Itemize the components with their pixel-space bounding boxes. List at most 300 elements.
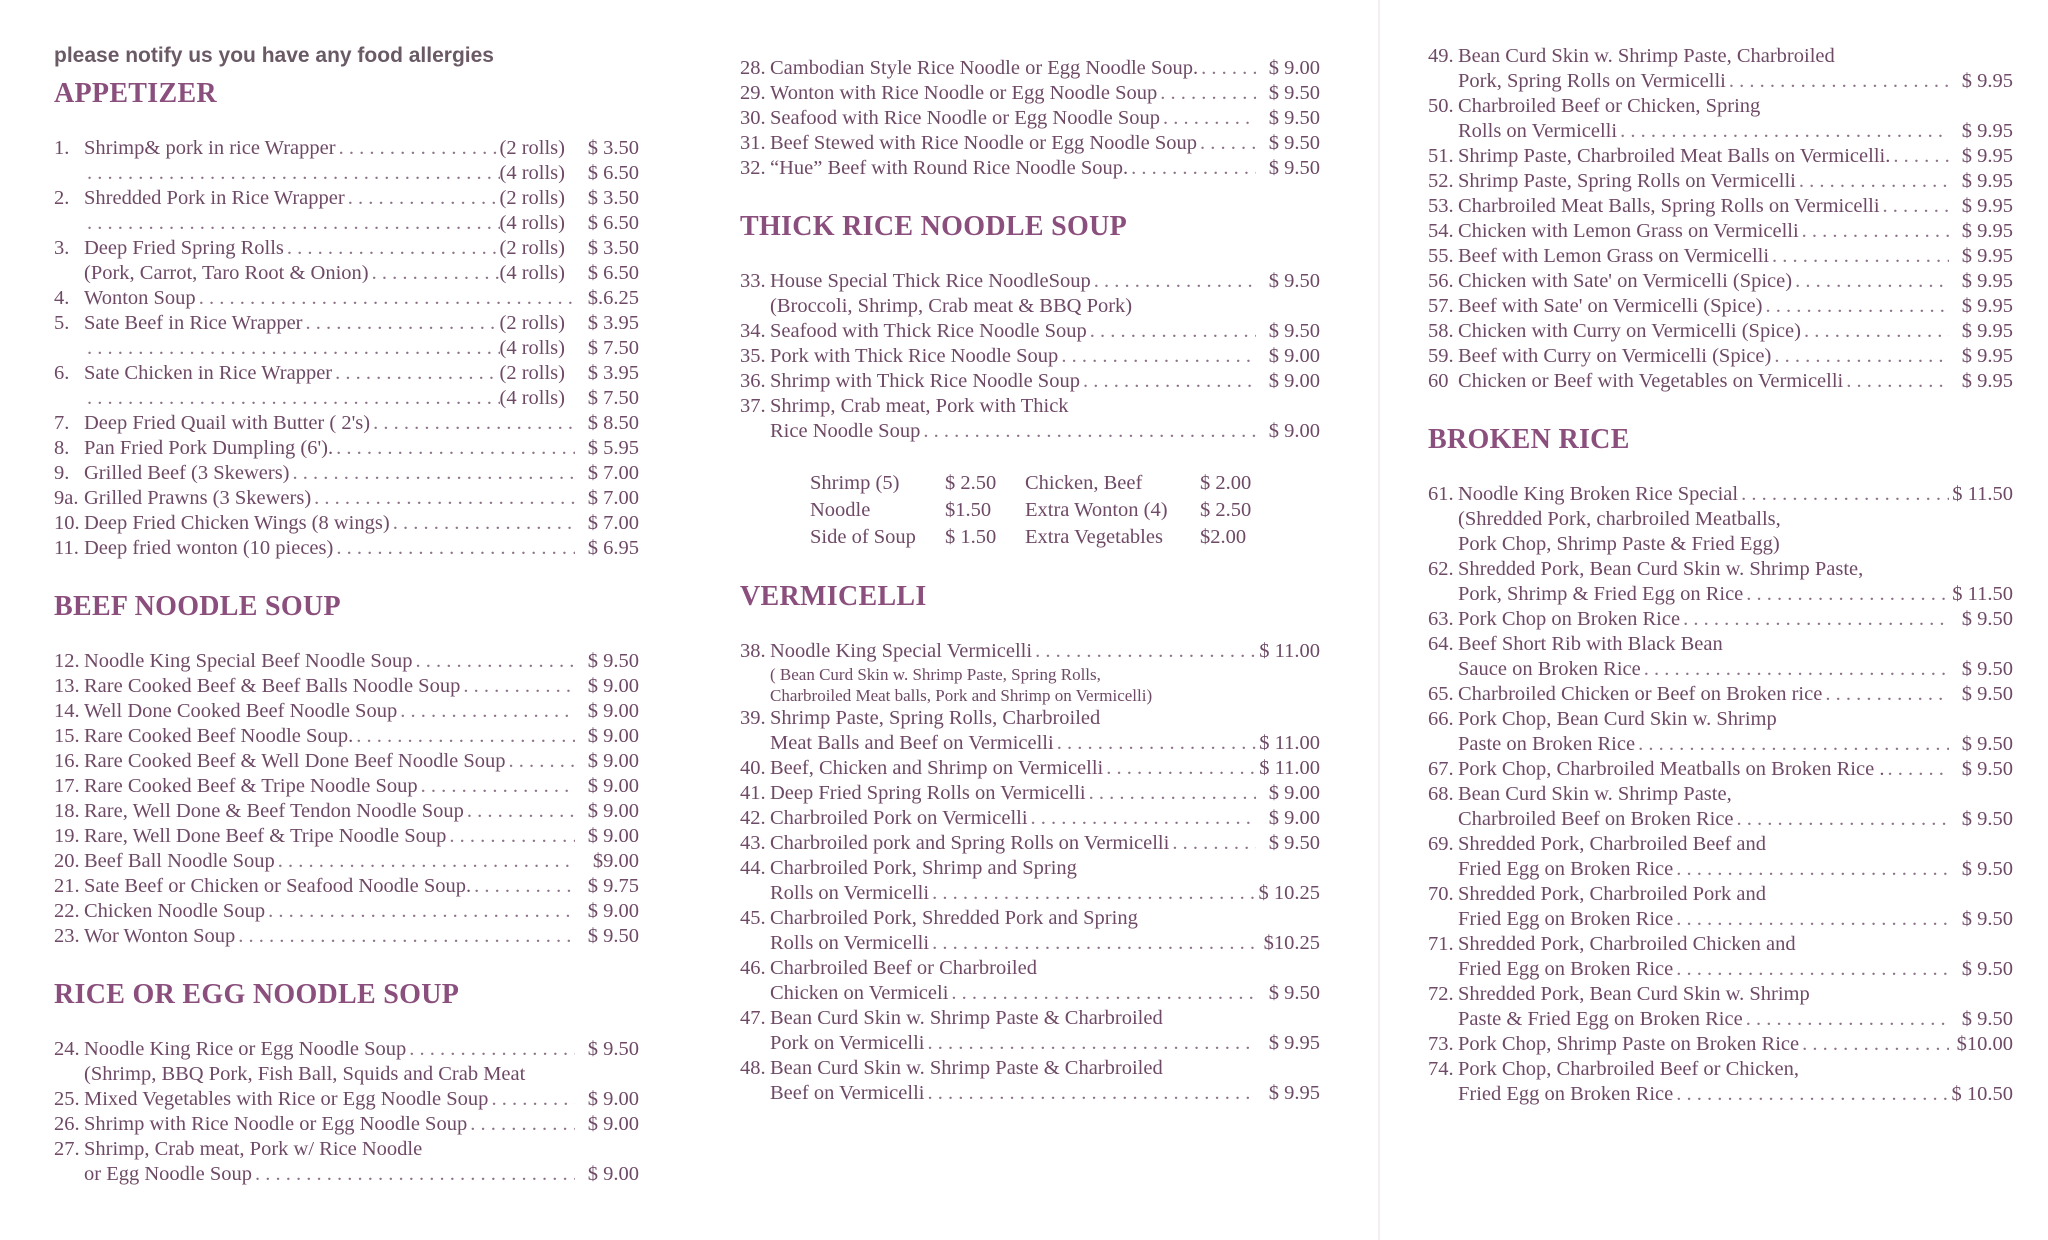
dot-leader [929,931,1256,956]
column-sections [54,78,639,1187]
dot-leader [370,411,575,436]
menu-item [1428,782,2013,832]
menu-item [740,81,1320,106]
item-price: $ 9.00 [1268,807,1320,829]
menu-item-line [54,699,639,724]
item-number: 29. [740,82,766,104]
item-price: $ 9.95 [1961,345,2013,367]
item-number: 22. [54,900,80,922]
menu-item-line [1428,932,2013,957]
item-number: 18. [54,800,80,822]
menu-section [1428,424,2013,1107]
item-name: Chicken Noodle Soup [84,900,266,922]
item-name: Pan Fried Pork Dumpling (6'). [84,437,334,459]
section-heading: BROKEN RICE [1428,424,1630,455]
item-price: $ 9.50 [1961,733,2013,755]
menu-item-line [1428,657,2013,682]
item-price: $ 3.50 [587,187,639,209]
item-number: 66. [1428,708,1454,730]
item-name: Sate Beef or Chicken or Seafood Noodle Soup. [84,875,472,897]
extra-price: $2.00 [1200,526,1247,548]
menu-item [740,756,1320,781]
menu-item [54,286,639,311]
menu-item-line [1428,1032,2013,1057]
item-number: 7. [54,412,70,434]
menu-column-right [1428,44,2013,1137]
menu-item-line [1428,857,2013,882]
item-name: Mixed Vegetables with Rice or Egg Noodle Soup [84,1088,489,1110]
dot-leader [1792,269,1949,294]
item-number: 12. [54,650,80,672]
dot-leader [1128,156,1256,181]
item-number: 63. [1428,608,1454,630]
dot-leader [929,881,1256,906]
item-price: $ 9.00 [1268,57,1320,79]
item-number: 46. [740,957,766,979]
item-price: $ 9.50 [587,1038,639,1060]
menu-item [740,269,1320,319]
item-name: Shredded Pork, Charbroiled Chicken and [1458,933,1796,955]
menu-item-line [54,411,639,436]
dot-leader [467,1112,575,1137]
dot-leader [1087,319,1256,344]
dot-leader [1160,106,1256,131]
dot-leader [369,261,500,286]
menu-item-line [1428,1057,2013,1082]
item-price: $ 9.50 [1268,132,1320,154]
item-price: $ 9.50 [587,650,639,672]
menu-item-line [1428,244,2013,269]
menu-item-line [54,311,639,336]
menu-item [740,1056,1320,1106]
item-name: Shrimp with Rice Noodle or Egg Noodle Soup [84,1113,468,1135]
menu-section [740,56,1320,181]
item-price: $ 9.00 [587,900,639,922]
menu-item [1428,144,2013,169]
item-portion: (2 rolls) [499,137,565,159]
menu-item [740,806,1320,831]
menu-item-line [54,1062,639,1087]
item-number: 49. [1428,45,1454,67]
menu-item-line [740,294,1320,319]
menu-item-line [54,161,639,186]
menu-item [54,1137,639,1187]
item-name: Pork Chop, Shrimp Paste on Broken Rice [1458,1033,1800,1055]
dot-leader [1799,1032,1949,1057]
menu-section [740,581,1320,1106]
dot-leader [1197,131,1256,156]
menu-item-list [1428,482,2013,1107]
item-name: Wonton Soup [84,287,196,309]
item-portion: (4 rolls) [499,262,565,284]
dot-leader [1801,319,1949,344]
menu-item-line [740,1031,1320,1056]
menu-item-line [1428,782,2013,807]
item-name: (Broccoli, Shrimp, Crab meat & BBQ Pork) [770,295,1133,317]
dot-leader [275,849,575,874]
item-number: 55. [1428,245,1454,267]
menu-item [54,311,639,361]
item-name: Chicken with Lemon Grass on Vermicelli [1458,220,1799,242]
item-number: 56. [1428,270,1454,292]
dot-leader [948,981,1256,1006]
dot-leader [925,1031,1257,1056]
menu-item-list [54,649,639,949]
item-number: 9. [54,462,70,484]
item-price: $.6.25 [587,287,639,309]
menu-item-line [54,211,639,236]
menu-item-line [1428,682,2013,707]
dot-leader [84,386,500,411]
item-number: 32. [740,157,766,179]
item-name: Paste & Fried Egg on Broken Rice [1458,1008,1743,1030]
menu-item-line [740,756,1320,781]
menu-item-line [740,1081,1320,1106]
item-number: 14. [54,700,80,722]
menu-item-line [1428,319,2013,344]
menu-section [54,591,639,949]
item-price: $ 7.00 [587,462,639,484]
item-name: Chicken on Vermiceli [770,982,949,1004]
menu-item-line [54,236,639,261]
dot-leader [1673,1082,1949,1107]
item-number: 44. [740,857,766,879]
item-portion: (4 rolls) [499,212,565,234]
item-name: Charbroiled Pork, Shrimp and Spring [770,857,1077,879]
menu-item [740,906,1320,956]
menu-item-line [1428,69,2013,94]
item-name: Bean Curd Skin w. Shrimp Paste & Charbroiled [770,1007,1163,1029]
item-number: 27. [54,1138,80,1160]
dot-leader [488,1087,575,1112]
item-price: $ 9.95 [1961,295,2013,317]
dot-leader [1028,806,1256,831]
menu-item-line [54,1137,639,1162]
dot-leader [353,724,575,749]
item-number: 36. [740,370,766,392]
menu-item-line [54,774,639,799]
item-name: Fried Egg on Broken Rice [1458,858,1674,880]
item-name: Charbroiled Beef or Charbroiled [770,957,1037,979]
dot-leader [284,236,500,261]
item-price: $ 9.00 [587,1163,639,1185]
item-name: Meat Balls and Beef on Vermicelli [770,732,1054,754]
menu-item-line [740,1006,1320,1031]
menu-item-line [54,486,639,511]
dot-leader [1738,482,1949,507]
dot-leader [1680,607,1949,632]
item-name: Well Done Cooked Beef Noodle Soup [84,700,398,722]
menu-item [54,511,639,536]
extra-name: Extra Vegetables [1025,526,1163,548]
menu-item-line [1428,907,2013,932]
menu-item-line [1428,807,2013,832]
item-number: 57. [1428,295,1454,317]
item-name: Noodle King Special Vermicelli [770,640,1033,662]
item-name: Sate Beef in Rice Wrapper [84,312,303,334]
section-heading: APPETIZER [54,78,217,109]
menu-item-line [1428,957,2013,982]
menu-item [1428,757,2013,782]
dot-leader [1058,344,1256,369]
item-price: $ 5.95 [587,437,639,459]
item-name: Bean Curd Skin w. Shrimp Paste & Charbroiled [770,1057,1163,1079]
item-name: Rare Cooked Beef & Beef Balls Noodle Soup [84,675,461,697]
menu-item [54,186,639,236]
item-number: 41. [740,782,766,804]
dot-leader [397,699,575,724]
item-name: Shrimp Paste, Spring Rolls, Charbroiled [770,707,1101,729]
item-price: $ 9.95 [1961,170,2013,192]
section-heading: THICK RICE NOODLE SOUP [740,211,1127,242]
menu-item-line [54,1087,639,1112]
item-number: 2. [54,187,70,209]
item-number: 42. [740,807,766,829]
item-name: Pork on Vermicelli [770,1032,925,1054]
item-name: (Pork, Carrot, Taro Root & Onion) [84,262,369,284]
item-number: 21. [54,875,80,897]
menu-item-line [54,724,639,749]
item-name: Seafood with Thick Rice Noodle Soup [770,320,1087,342]
item-price: $ 6.50 [587,162,639,184]
item-name: Wor Wonton Soup [84,925,236,947]
column-sections [1428,44,2013,1107]
item-price: $ 7.50 [587,337,639,359]
section-heading: RICE OR EGG NOODLE SOUP [54,979,460,1010]
menu-item-line [740,269,1320,294]
section-heading: BEEF NOODLE SOUP [54,591,341,622]
item-number: 1. [54,137,70,159]
menu-item-line [54,386,639,411]
menu-item [54,924,639,949]
item-number: 9a. [54,487,79,509]
item-name: Chicken with Curry on Vermicelli (Spice) [1458,320,1801,342]
dot-leader [1743,1007,1949,1032]
menu-item-line [54,261,639,286]
item-price: $ 9.50 [1961,808,2013,830]
menu-item [740,706,1320,756]
item-price: $ 11.50 [1952,483,2013,505]
menu-item-line [1428,1007,2013,1032]
item-name: Shrimp with Thick Rice Noodle Soup [770,370,1080,392]
menu-item [54,1112,639,1137]
menu-item [740,856,1320,906]
menu-column-left [54,44,639,1217]
item-name: Rice Noodle Soup [770,420,921,442]
dot-leader [84,211,500,236]
item-number: 73. [1428,1033,1454,1055]
item-name: Noodle King Rice or Egg Noodle Soup [84,1038,407,1060]
extra-price: $ 2.50 [945,472,997,494]
item-price: $ 9.95 [1961,270,2013,292]
menu-item-line [1428,294,2013,319]
allergy-notice: please notify us you have any food allergies [54,44,494,67]
dot-leader [1769,244,1949,269]
item-price: $ 9.95 [1268,1082,1320,1104]
item-name: Shredded Pork, Charbroiled Beef and [1458,833,1766,855]
item-price: $ 9.95 [1961,195,2013,217]
menu-section [54,78,639,561]
menu-item [54,1037,639,1087]
menu-item-line [1428,982,2013,1007]
dot-leader [1822,682,1949,707]
menu-item-line [740,156,1320,181]
item-name: Charbroiled Pork on Vermicelli [770,807,1028,829]
menu-item-line [1428,632,2013,657]
menu-item [54,899,639,924]
dot-leader [920,419,1256,444]
dot-leader [390,511,575,536]
dot-leader [345,186,500,211]
menu-item [1428,344,2013,369]
menu-item-line [740,664,1320,685]
menu-item-line [54,361,639,386]
item-price: $ 9.50 [1961,1008,2013,1030]
item-price: $ 9.50 [1961,958,2013,980]
dot-leader [303,311,500,336]
item-price: $ 9.00 [1268,782,1320,804]
menu-item [740,56,1320,81]
menu-item-line [54,436,639,461]
item-number: 59. [1428,345,1454,367]
item-price: $ 9.95 [1268,1032,1320,1054]
menu-item-line [740,419,1320,444]
extra-name: Extra Wonton (4) [1025,499,1168,521]
item-price: $9.00 [592,850,639,872]
item-name: “Hue” Beef with Round Rice Noodle Soup. [770,157,1129,179]
menu-item-line [54,1037,639,1062]
dot-leader [84,161,500,186]
item-number: 6. [54,362,70,384]
dot-leader [1880,194,1949,219]
menu-item-list [1428,44,2013,394]
dot-leader [84,336,500,361]
item-name: Deep Fried Spring Rolls on Vermicelli [770,782,1086,804]
item-price: $ 7.00 [587,512,639,534]
item-price: $ 9.95 [1961,320,2013,342]
menu-item-line [1428,369,2013,394]
menu-item-line [740,685,1320,706]
menu-item-line [740,639,1320,664]
extra-price: $1.50 [945,499,992,521]
item-number: 54. [1428,220,1454,242]
item-name: Rare Cooked Beef Noodle Soup. [84,725,354,747]
dot-leader [1673,957,1949,982]
menu-item-line [54,286,639,311]
item-price: $ 11.00 [1259,732,1320,754]
item-name: Grilled Prawns (3 Skewers) [84,487,312,509]
menu-item [54,849,639,874]
dot-leader [506,749,575,774]
menu-item [54,1087,639,1112]
item-price: $ 9.50 [1961,758,2013,780]
item-name: Fried Egg on Broken Rice [1458,1083,1674,1105]
item-name: Pork, Spring Rolls on Vermicelli [1458,70,1726,92]
item-price: $ 6.50 [587,262,639,284]
item-portion: (2 rolls) [499,187,565,209]
item-name: or Egg Noodle Soup [84,1163,252,1185]
item-price: $ 9.50 [1268,107,1320,129]
dot-leader [333,536,575,561]
menu-item [740,394,1320,444]
item-number: 61. [1428,483,1454,505]
item-number: 52. [1428,170,1454,192]
menu-item-line [1428,119,2013,144]
menu-item-line [1428,757,2013,782]
item-name: Charbroiled Meat Balls, Spring Rolls on Vermicelli [1458,195,1880,217]
dot-leader [460,674,575,699]
column-sections [740,56,1320,1106]
extra-name: Shrimp (5) [810,472,900,494]
dot-leader [1169,831,1256,856]
menu-item [1428,682,2013,707]
menu-item-list [740,639,1320,1106]
item-price: $ 11.00 [1259,640,1320,662]
menu-item-line [740,319,1320,344]
menu-item [1428,319,2013,344]
dot-leader [418,774,575,799]
menu-item [54,536,639,561]
item-price: $ 9.95 [1961,70,2013,92]
item-name: Charbroiled Pork, Shredded Pork and Spring [770,907,1138,929]
item-name: Pork with Thick Rice Noodle Soup [770,345,1059,367]
menu-item-list [740,269,1320,444]
menu-item-line [740,956,1320,981]
item-number: 38. [740,640,766,662]
menu-item-line [54,1112,639,1137]
menu-item [1428,932,2013,982]
item-name: (Shredded Pork, charbroiled Meatballs, [1458,508,1781,530]
item-name: Shrimp Paste, Spring Rolls on Vermicelli [1458,170,1796,192]
item-number: 67. [1428,758,1454,780]
menu-item-line [1428,732,2013,757]
menu-item-line [54,649,639,674]
menu-item [1428,557,2013,607]
item-name: Beef Short Rib with Black Bean [1458,633,1723,655]
item-number: 65. [1428,683,1454,705]
dot-leader [1762,294,1949,319]
item-price: $ 9.00 [587,1113,639,1135]
menu-item-line [1428,344,2013,369]
extra-name: Side of Soup [810,526,916,548]
item-name: Pork Chop on Broken Rice [1458,608,1681,630]
item-name: Charbroiled Chicken or Beef on Broken rice [1458,683,1823,705]
item-number: 45. [740,907,766,929]
menu-item [1428,219,2013,244]
dot-leader [1032,639,1256,664]
dot-leader [1103,756,1256,781]
menu-item-line [740,106,1320,131]
menu-item-line [1428,269,2013,294]
item-name: Chicken or Beef with Vegetables on Vermicelli [1458,370,1844,392]
item-number: 71. [1428,933,1454,955]
menu-item [54,436,639,461]
menu-item-line [54,799,639,824]
item-name: Charbroiled pork and Spring Rolls on Vermicelli [770,832,1170,854]
item-price: $ 9.50 [1268,320,1320,342]
dot-leader [1617,119,1949,144]
dot-leader [1673,907,1949,932]
item-number: 33. [740,270,766,292]
item-name: Pork Chop, Bean Curd Skin w. Shrimp [1458,708,1777,730]
item-name: Deep Fried Chicken Wings (8 wings) [84,512,390,534]
dot-leader [924,1081,1256,1106]
item-portion: (2 rolls) [499,312,565,334]
item-price: $ 3.50 [587,137,639,159]
menu-item [740,369,1320,394]
menu-item-line [54,136,639,161]
extra-price: $ 2.50 [1200,499,1252,521]
